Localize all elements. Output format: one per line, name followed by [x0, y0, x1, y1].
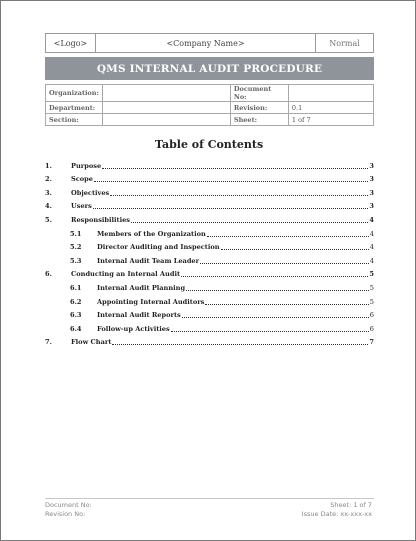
toc-entry-page: 4 — [369, 229, 374, 238]
toc-entry[interactable] — [45, 321, 374, 335]
toc-entry-number: 6.2 — [70, 297, 82, 306]
toc-dot-leader — [93, 208, 369, 209]
toc-dot-leader — [200, 263, 369, 264]
toc-entry-number: 5.1 — [70, 229, 82, 238]
toc-entry-line — [71, 270, 374, 278]
toc-entry-line — [71, 216, 374, 224]
document-title: QMS INTERNAL AUDIT PROCEDURE — [96, 62, 323, 75]
toc-entry-page: 3 — [369, 188, 374, 197]
toc-entry-page: 6 — [369, 324, 374, 333]
toc-entry-label: Conducting an Internal Audit — [71, 270, 181, 279]
footer-revision-no: Revision No: — [45, 510, 86, 518]
toc-entry-label: Scope — [71, 175, 93, 184]
organization-label: Organization: — [46, 85, 103, 102]
toc-entry-page: 3 — [369, 202, 374, 211]
toc-dot-leader — [131, 222, 368, 223]
toc-entry-line — [97, 311, 374, 319]
section-value — [102, 114, 230, 126]
toc-entry[interactable] — [45, 267, 374, 281]
revision-label: Revision: — [230, 102, 288, 114]
toc-entry-label: Internal Audit Team Leader — [97, 256, 200, 265]
toc-entry-label: Responsibilities — [71, 215, 130, 224]
toc-entry[interactable] — [45, 240, 374, 254]
toc-entry-label: Members of the Organization — [97, 229, 206, 238]
toc-entry[interactable] — [45, 335, 374, 349]
toc-entry-line — [71, 202, 374, 210]
toc-entry-label: Users — [71, 202, 92, 211]
toc-entry-line — [97, 325, 374, 333]
toc-entry-label: Purpose — [71, 161, 102, 170]
toc-entry-line — [71, 175, 374, 183]
toc-dot-leader — [186, 290, 369, 291]
toc-entry-line — [97, 230, 374, 238]
table-of-contents — [45, 158, 374, 348]
toc-entry[interactable] — [45, 185, 374, 199]
toc-entry-line — [71, 189, 374, 197]
classification-label: Normal — [329, 38, 360, 48]
toc-entry-number: 5.3 — [70, 256, 82, 265]
toc-entry-page: 3 — [369, 175, 374, 184]
footer-document-no: Document No: — [45, 501, 92, 509]
organization-value — [102, 85, 230, 102]
toc-entry-label: Follow-up Activities — [97, 324, 170, 333]
toc-entry[interactable] — [45, 226, 374, 240]
logo-placeholder: <Logo> — [46, 34, 96, 52]
toc-dot-leader — [102, 168, 368, 169]
toc-dot-leader — [110, 195, 368, 196]
toc-entry-line — [71, 162, 374, 170]
document-no-value — [288, 85, 373, 102]
toc-entry[interactable] — [45, 294, 374, 308]
toc-entry-number: 2. — [45, 175, 52, 184]
toc-dot-leader — [205, 304, 368, 305]
toc-entry[interactable] — [45, 212, 374, 226]
toc-entry-line — [97, 243, 374, 251]
sheet-label: Sheet: — [230, 114, 288, 126]
toc-dot-leader — [112, 344, 368, 345]
section-label: Section: — [46, 114, 103, 126]
toc-entry-number: 6.3 — [70, 311, 82, 320]
toc-entry-line — [97, 298, 374, 306]
toc-entry-label: Internal Audit Reports — [97, 311, 181, 320]
department-label: Department: — [46, 102, 103, 114]
toc-entry-number: 6.1 — [70, 283, 82, 292]
toc-entry-page: 4 — [369, 215, 374, 224]
toc-entry-line — [97, 284, 374, 292]
toc-entry-number: 5. — [45, 215, 52, 224]
toc-entry-number: 3. — [45, 188, 52, 197]
title-banner — [45, 57, 374, 80]
toc-entry-line — [97, 257, 374, 265]
toc-title: Table of Contents — [154, 138, 264, 151]
toc-entry[interactable] — [45, 280, 374, 294]
toc-entry-label: Director Auditing and Inspection — [97, 243, 220, 252]
toc-entry-number: 4. — [45, 202, 52, 211]
toc-entry-page: 5 — [369, 297, 374, 306]
toc-dot-leader — [221, 249, 369, 250]
toc-entry[interactable] — [45, 158, 374, 172]
toc-entry[interactable] — [45, 253, 374, 267]
toc-entry-page: 5 — [369, 283, 374, 292]
toc-entry-number: 1. — [45, 161, 52, 170]
toc-entry-number: 6.4 — [70, 324, 82, 333]
toc-entry-number: 7. — [45, 338, 52, 347]
department-value — [102, 102, 230, 114]
toc-entry-page: 7 — [369, 338, 374, 347]
document-no-label: Document No: — [230, 85, 288, 102]
footer-divider — [45, 498, 374, 499]
toc-entry-label: Appointing Internal Auditors — [97, 297, 205, 306]
toc-entry-page: 5 — [369, 270, 374, 279]
toc-entry-label: Internal Audit Planning — [97, 283, 186, 292]
revision-value: 0.1 — [288, 102, 373, 114]
toc-entry-label: Flow Chart — [71, 338, 112, 347]
toc-entry-line — [71, 338, 374, 346]
toc-entry-page: 4 — [369, 243, 374, 252]
toc-dot-leader — [94, 181, 368, 182]
toc-entry[interactable] — [45, 199, 374, 213]
toc-dot-leader — [181, 276, 368, 277]
toc-dot-leader — [207, 236, 369, 237]
toc-dot-leader — [182, 317, 369, 318]
toc-entry-number: 6. — [45, 270, 52, 279]
toc-entry-page: 6 — [369, 311, 374, 320]
toc-entry-page: 3 — [369, 161, 374, 170]
toc-entry[interactable] — [45, 172, 374, 186]
toc-entry-page: 4 — [369, 256, 374, 265]
toc-entry[interactable] — [45, 308, 374, 322]
footer-issue-date: Issue Date: xx-xxx-xx — [301, 510, 372, 518]
toc-entry-label: Objectives — [71, 188, 110, 197]
header-table — [45, 33, 374, 53]
document-meta-table — [45, 84, 374, 126]
footer-sheet: Sheet: 1 of 7 — [330, 501, 372, 509]
company-name: <Company Name> — [96, 34, 316, 52]
toc-dot-leader — [171, 331, 369, 332]
toc-entry-number: 5.2 — [70, 243, 82, 252]
sheet-value: 1 of 7 — [288, 114, 373, 126]
